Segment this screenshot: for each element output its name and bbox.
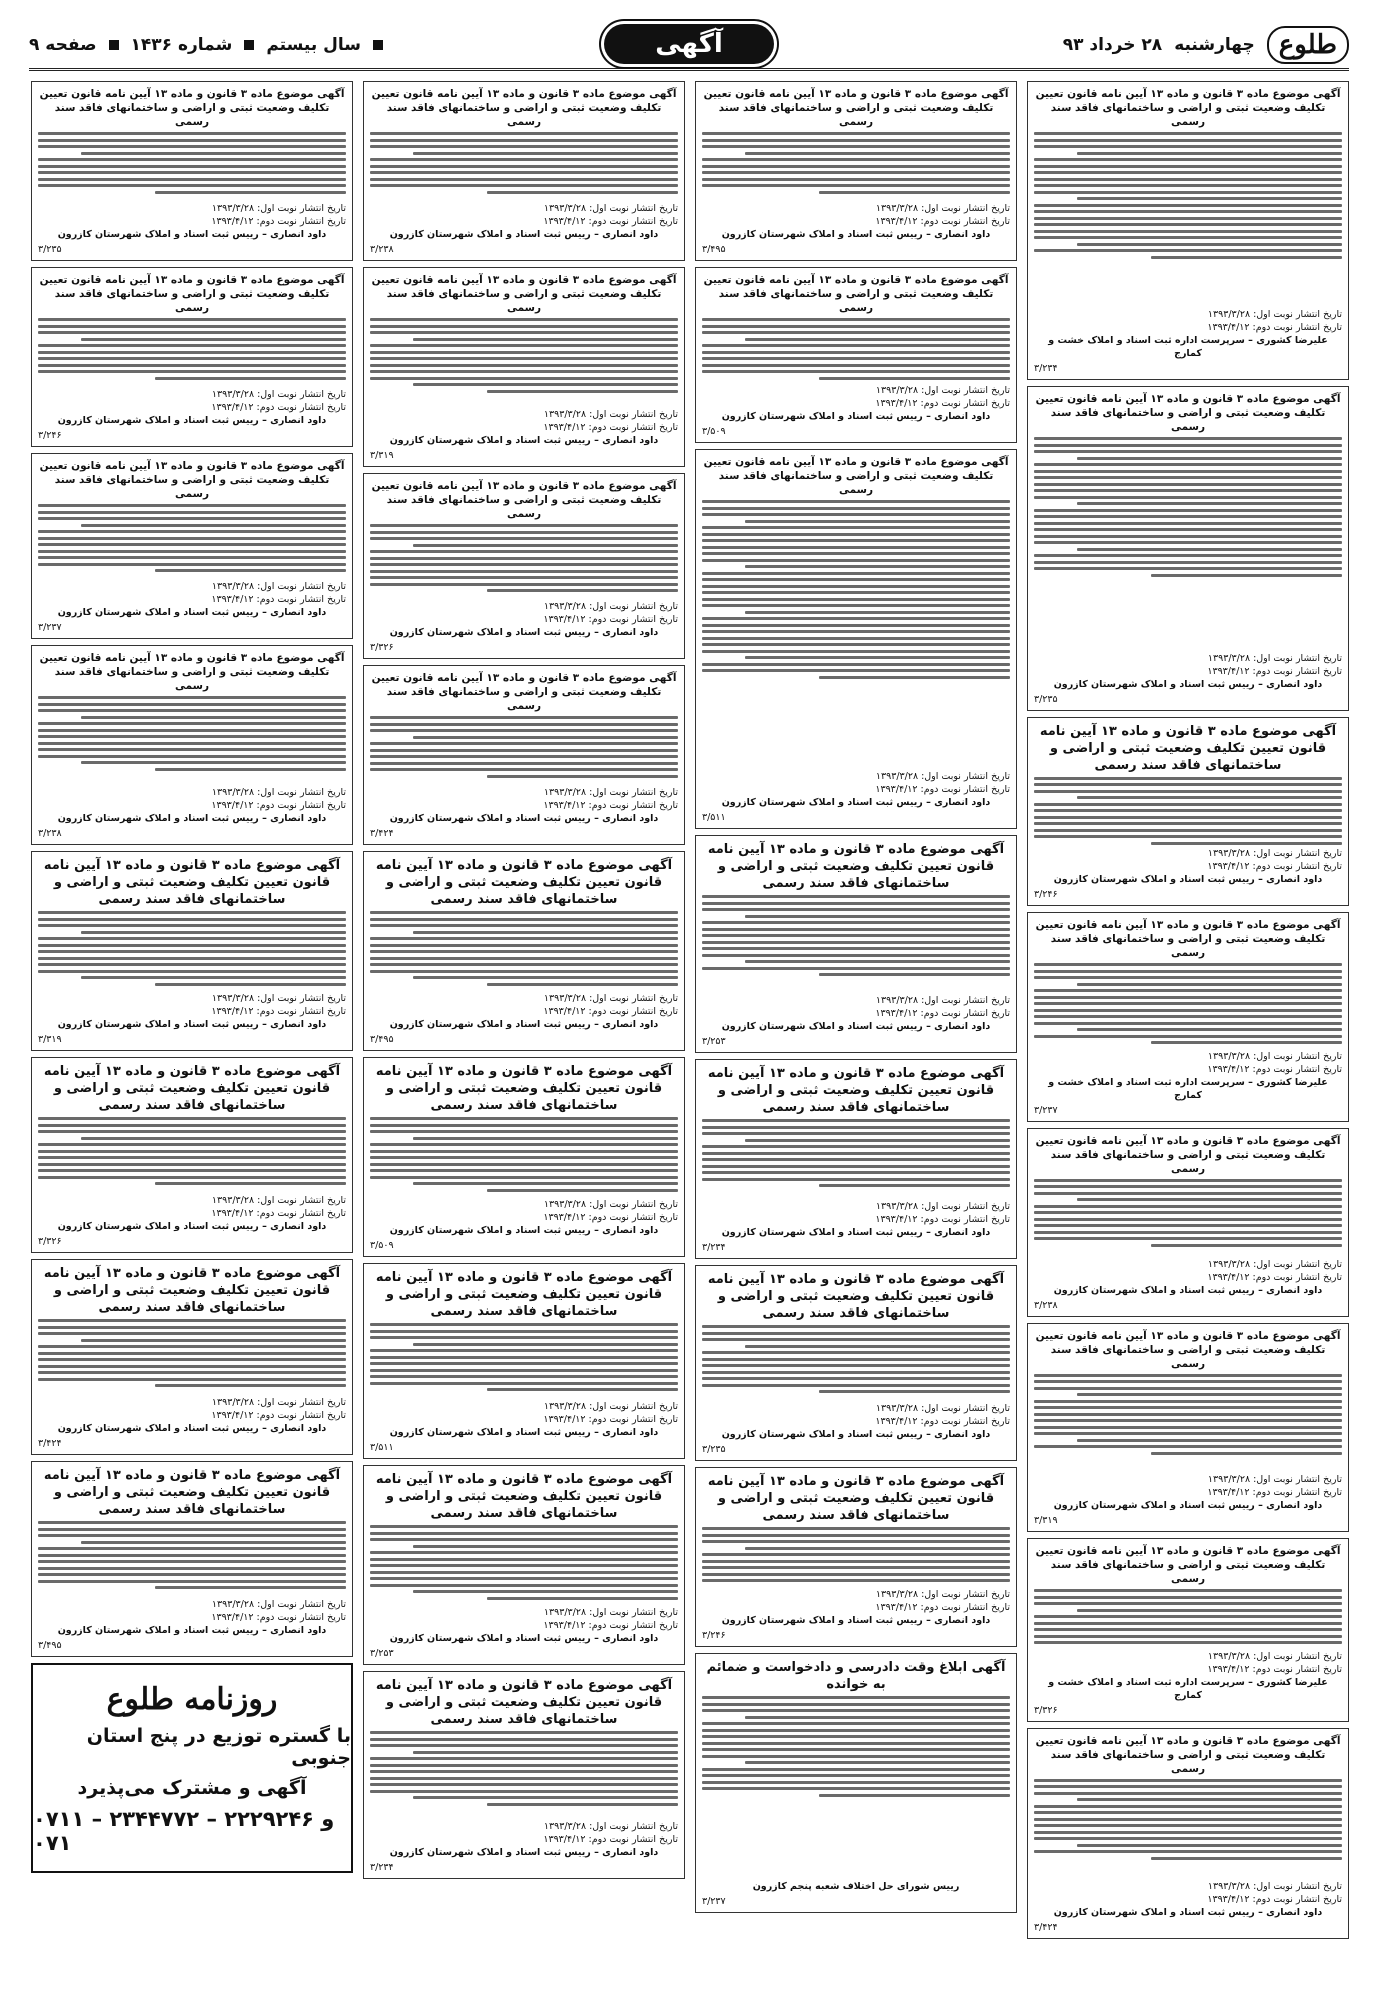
ad-first-date: تاریخ انتشار نوبت اول: ۱۳۹۳/۳/۲۸: [211, 1397, 346, 1408]
promo-line-1: با گستره توزیع در پنج استان جنوبی: [86, 1724, 351, 1769]
ad-title: آگهی موضوع ماده ۳ قانون و ماده ۱۳ آیین نامه قانون تعیین تکلیف وضعیت ثبتی و اراضی و ساختمانهای فاقد سند رسمی: [39, 88, 345, 128]
ad-body-text: [1034, 132, 1342, 306]
notice-box: [695, 1653, 1017, 1913]
ad-dates: [1034, 847, 1342, 873]
ad-title: آگهی موضوع ماده ۳ قانون و ماده ۱۳ آیین نامه قانون تعیین تکلیف وضعیت ثبتی و اراضی و ساختمانهای فاقد سند رسمی: [707, 1272, 1005, 1321]
ad-signature: داود انصاری – رییس ثبت اسناد و املاک شهرستان کازرون: [57, 415, 327, 426]
ad-dates: [38, 580, 346, 606]
ad-id: ۳/۴۹۵: [38, 1640, 62, 1651]
ad-id: ۳/۳۱۹: [370, 450, 394, 461]
ad-dates: [370, 1820, 678, 1846]
ad-title: آگهی موضوع ماده ۳ قانون و ماده ۱۳ آیین نامه قانون تعیین تکلیف وضعیت ثبتی و اراضی و ساختمانهای فاقد سند رسمی: [39, 652, 345, 692]
ad-second-date: تاریخ انتشار نوبت دوم: ۱۳۹۳/۴/۱۲: [1207, 1271, 1342, 1283]
ad-dates: [1034, 652, 1342, 678]
ad-second-date: تاریخ انتشار نوبت دوم: ۱۳۹۳/۴/۱۲: [543, 800, 678, 811]
ad-dates: [1034, 1473, 1342, 1499]
ad-dates: [38, 388, 346, 414]
ad-title: آگهی موضوع ماده ۳ قانون و ماده ۱۳ آیین نامه قانون تعیین تکلیف وضعیت ثبتی و اراضی و ساختمانهای فاقد سند رسمی: [375, 1270, 673, 1319]
ad-box: [1027, 717, 1349, 906]
ad-signature: داود انصاری – رییس ثبت اسناد و املاک شهرستان کازرون: [57, 1423, 327, 1434]
ad-body-text: [38, 911, 346, 990]
ad-second-date: تاریخ انتشار نوبت دوم: ۱۳۹۳/۴/۱۲: [875, 1008, 1010, 1019]
ad-first-date: تاریخ انتشار نوبت اول: ۱۳۹۳/۳/۲۸: [1207, 1258, 1342, 1270]
ad-id: ۳/۵۱۱: [702, 812, 726, 823]
ad-first-date: تاریخ انتشار نوبت اول: ۱۳۹۳/۳/۲۸: [875, 1589, 1010, 1600]
ad-box: [31, 1057, 353, 1253]
ad-columns: [29, 81, 1349, 1939]
ad-box: [363, 1465, 685, 1665]
ad-title: آگهی موضوع ماده ۳ قانون و ماده ۱۳ آیین نامه قانون تعیین تکلیف وضعیت ثبتی و اراضی و ساختمانهای فاقد سند رسمی: [39, 274, 345, 314]
ad-first-date: تاریخ انتشار نوبت اول: ۱۳۹۳/۳/۲۸: [211, 203, 346, 214]
ad-second-date: تاریخ انتشار نوبت دوم: ۱۳۹۳/۴/۱۲: [543, 1620, 678, 1631]
ad-body-text: [702, 1325, 1010, 1400]
ad-body-text: [1034, 1779, 1342, 1878]
ad-id: ۳/۴۲۴: [1034, 1921, 1058, 1933]
ad-second-date: تاریخ انتشار نوبت دوم: ۱۳۹۳/۴/۱۲: [1207, 861, 1342, 873]
ad-dates: [38, 1396, 346, 1422]
ad-first-date: تاریخ انتشار نوبت اول: ۱۳۹۳/۳/۲۸: [875, 1201, 1010, 1212]
ad-dates: [38, 1598, 346, 1624]
ad-box: [695, 1059, 1017, 1259]
ad-first-date: تاریخ انتشار نوبت اول: ۱۳۹۳/۳/۲۸: [543, 1821, 678, 1832]
masthead-right: [1063, 26, 1349, 64]
ad-signature: داود انصاری – رییس ثبت اسناد و املاک شهرستان کازرون: [721, 797, 991, 808]
ad-title: آگهی موضوع ماده ۳ قانون و ماده ۱۳ آیین نامه قانون تعیین تکلیف وضعیت ثبتی و اراضی و ساختمانهای فاقد سند رسمی: [371, 480, 677, 520]
ad-box: [695, 449, 1017, 829]
ad-id: ۳/۵۰۹: [702, 426, 726, 437]
ad-second-date: تاریخ انتشار نوبت دوم: ۱۳۹۳/۴/۱۲: [875, 216, 1010, 227]
ad-box: [31, 267, 353, 447]
ad-id: ۳/۲۳۷: [1034, 1104, 1058, 1116]
ad-body-text: [370, 1117, 678, 1196]
ad-dates: [38, 202, 346, 228]
ad-body-text: [370, 1731, 678, 1818]
ad-body-text: [702, 132, 1010, 200]
ad-body-text: [702, 1696, 1010, 1880]
ad-signature: داود انصاری – رییس ثبت اسناد و املاک شهرستان کازرون: [57, 1019, 327, 1030]
ad-title: آگهی موضوع ماده ۳ قانون و ماده ۱۳ آیین نامه قانون تعیین تکلیف وضعیت ثبتی و اراضی و ساختمانهای فاقد سند رسمی: [1035, 1329, 1341, 1370]
ad-body-text: [370, 1323, 678, 1398]
ad-id: ۳/۳۲۶: [1034, 1704, 1058, 1716]
ad-signature: داود انصاری – رییس ثبت اسناد و املاک شهرستان کازرون: [1053, 1906, 1323, 1918]
ad-first-date: تاریخ انتشار نوبت اول: ۱۳۹۳/۳/۲۸: [543, 1401, 678, 1412]
ad-title: آگهی موضوع ماده ۳ قانون و ماده ۱۳ آیین نامه قانون تعیین تکلیف وضعیت ثبتی و اراضی و ساختمانهای فاقد سند رسمی: [1035, 393, 1341, 433]
ad-body-text: [38, 1117, 346, 1192]
ad-title: آگهی موضوع ماده ۳ قانون و ماده ۱۳ آیین نامه قانون تعیین تکلیف وضعیت ثبتی و اراضی و ساختمانهای فاقد سند رسمی: [371, 672, 677, 712]
ad-dates: [370, 786, 678, 812]
ad-box: [363, 1263, 685, 1459]
ad-title: آگهی موضوع ماده ۳ قانون و ماده ۱۳ آیین نامه قانون تعیین تکلیف وضعیت ثبتی و اراضی و ساختمانهای فاقد سند رسمی: [703, 456, 1009, 496]
ad-second-date: تاریخ انتشار نوبت دوم: ۱۳۹۳/۴/۱۲: [875, 1416, 1010, 1427]
ad-second-date: تاریخ انتشار نوبت دوم: ۱۳۹۳/۴/۱۲: [543, 1414, 678, 1425]
ad-id: ۳/۳۲۶: [38, 1236, 62, 1247]
ad-body-text: [702, 895, 1010, 992]
ad-title: آگهی موضوع ماده ۳ قانون و ماده ۱۳ آیین نامه قانون تعیین تکلیف وضعیت ثبتی و اراضی و ساختمانهای فاقد سند رسمی: [43, 1266, 341, 1315]
square-bullet-icon: [109, 40, 119, 50]
ad-id: ۳/۲۴۶: [1034, 889, 1058, 901]
ad-first-date: تاریخ انتشار نوبت اول: ۱۳۹۳/۳/۲۸: [875, 995, 1010, 1006]
newspaper-page: [29, 22, 1349, 1942]
ad-first-date: تاریخ انتشار نوبت اول: ۱۳۹۳/۳/۲۸: [875, 203, 1010, 214]
ad-body-text: [38, 1521, 346, 1596]
ad-signature: داود انصاری – رییس ثبت اسناد و املاک شهرستان کازرون: [721, 411, 991, 422]
ad-id: ۳/۲۳۴: [1034, 363, 1058, 374]
square-bullet-icon: [373, 40, 383, 50]
ad-second-date: تاریخ انتشار نوبت دوم: ۱۳۹۳/۴/۱۲: [1207, 322, 1342, 333]
ad-signature: داود انصاری – رییس ثبت اسناد و املاک شهرستان کازرون: [1053, 678, 1323, 690]
ad-id: ۳/۲۴۶: [38, 430, 62, 441]
ad-first-date: تاریخ انتشار نوبت اول: ۱۳۹۳/۳/۲۸: [211, 581, 346, 592]
ad-signature: داود انصاری – رییس ثبت اسناد و املاک شهرستان کازرون: [389, 627, 659, 638]
ad-body-text: [38, 1319, 346, 1394]
ad-id: ۳/۲۳۵: [702, 1444, 726, 1455]
ad-dates: [38, 1194, 346, 1220]
ad-second-date: تاریخ انتشار نوبت دوم: ۱۳۹۳/۴/۱۲: [211, 216, 346, 227]
ad-box: [695, 81, 1017, 261]
ad-signature: داود انصاری – رییس ثبت اسناد و املاک شهرستان کازرون: [57, 1625, 327, 1636]
ad-title: آگهی موضوع ماده ۳ قانون و ماده ۱۳ آیین نامه قانون تعیین تکلیف وضعیت ثبتی و اراضی و ساختمانهای فاقد سند رسمی: [1035, 1134, 1341, 1175]
ad-body-text: [38, 696, 346, 784]
masthead-left: [29, 35, 383, 55]
ad-box: [695, 835, 1017, 1053]
ad-body-text: [702, 1119, 1010, 1198]
ad-id: ۳/۴۲۴: [38, 1438, 62, 1449]
ad-signature: داود انصاری – رییس ثبت اسناد و املاک شهرستان کازرون: [1053, 1284, 1323, 1296]
ad-dates: [370, 600, 678, 626]
ad-first-date: تاریخ انتشار نوبت اول: ۱۳۹۳/۳/۲۸: [875, 1403, 1010, 1414]
ad-second-date: تاریخ انتشار نوبت دوم: ۱۳۹۳/۴/۱۲: [875, 1602, 1010, 1613]
ad-second-date: تاریخ انتشار نوبت دوم: ۱۳۹۳/۴/۱۲: [211, 1612, 346, 1623]
ad-dates: [702, 1402, 1010, 1428]
ad-second-date: تاریخ انتشار نوبت دوم: ۱۳۹۳/۴/۱۲: [1207, 665, 1342, 677]
ad-signature: داود انصاری – رییس ثبت اسناد و املاک شهرستان کازرون: [389, 813, 659, 824]
ad-signature: داود انصاری – رییس ثبت اسناد و املاک شهرستان کازرون: [57, 607, 327, 618]
ad-signature: داود انصاری – رییس ثبت اسناد و املاک شهرستان کازرون: [721, 1615, 991, 1626]
ad-body-text: [1034, 1179, 1342, 1256]
ad-box: [1027, 386, 1349, 711]
ad-id: ۳/۲۳۵: [38, 244, 62, 255]
square-bullet-icon: [244, 40, 254, 50]
ad-dates: [370, 1606, 678, 1632]
ad-second-date: تاریخ انتشار نوبت دوم: ۱۳۹۳/۴/۱۲: [1207, 1487, 1342, 1499]
ad-signature: داود انصاری – رییس ثبت اسناد و املاک شهرستان کازرون: [57, 229, 327, 240]
ad-title: آگهی ابلاغ وقت دادرسی و دادخواست و ضمائم به خوانده: [706, 1660, 1006, 1692]
ad-body-text: [1034, 1374, 1342, 1471]
ad-second-date: تاریخ انتشار نوبت دوم: ۱۳۹۳/۴/۱۲: [543, 1006, 678, 1017]
ad-signature: داود انصاری – رییس ثبت اسناد و املاک شهرستان کازرون: [57, 813, 327, 824]
ad-signature: داود انصاری – رییس ثبت اسناد و املاک شهرستان کازرون: [721, 1021, 991, 1032]
ad-title: آگهی موضوع ماده ۳ قانون و ماده ۱۳ آیین نامه قانون تعیین تکلیف وضعیت ثبتی و اراضی و ساختمانهای فاقد سند رسمی: [1035, 1545, 1341, 1586]
ad-first-date: تاریخ انتشار نوبت اول: ۱۳۹۳/۳/۲۸: [211, 389, 346, 400]
section-banner: آگهی: [604, 24, 774, 64]
ad-signature: داود انصاری – رییس ثبت اسناد و املاک شهرستان کازرون: [389, 1633, 659, 1644]
ad-box: [695, 267, 1017, 443]
masthead: [29, 22, 1349, 71]
ad-body-text: [1034, 777, 1342, 845]
ad-title: آگهی موضوع ماده ۳ قانون و ماده ۱۳ آیین نامه قانون تعیین تکلیف وضعیت ثبتی و اراضی و ساختمانهای فاقد سند رسمی: [371, 274, 677, 314]
ad-id: ۳/۳۲۶: [370, 642, 394, 653]
ad-dates: [702, 202, 1010, 228]
ad-first-date: تاریخ انتشار نوبت اول: ۱۳۹۳/۳/۲۸: [543, 787, 678, 798]
ad-dates: [702, 770, 1010, 796]
ad-dates: [1034, 1880, 1342, 1906]
ad-second-date: تاریخ انتشار نوبت دوم: ۱۳۹۳/۴/۱۲: [1207, 1063, 1342, 1075]
publication-year: سال بیستم: [266, 35, 361, 55]
ad-body-text: [702, 500, 1010, 768]
ad-box: [695, 1467, 1017, 1647]
ad-dates: [702, 1200, 1010, 1226]
ad-second-date: تاریخ انتشار نوبت دوم: ۱۳۹۳/۴/۱۲: [543, 216, 678, 227]
ad-id: ۳/۲۳۵: [1034, 693, 1058, 705]
ad-signature: علیرضا کشوری – سرپرست اداره ثبت اسناد و املاک خشت و کمارج: [1048, 335, 1328, 359]
newspaper-promo: [31, 1663, 353, 1873]
ad-id: ۳/۲۳۴: [370, 1862, 394, 1873]
ad-first-date: تاریخ انتشار نوبت اول: ۱۳۹۳/۳/۲۸: [543, 203, 678, 214]
ad-title: آگهی موضوع ماده ۳ قانون و ماده ۱۳ آیین نامه قانون تعیین تکلیف وضعیت ثبتی و اراضی و ساختمانهای فاقد سند رسمی: [371, 88, 677, 128]
ad-first-date: تاریخ انتشار نوبت اول: ۱۳۹۳/۳/۲۸: [1207, 309, 1342, 320]
ad-first-date: تاریخ انتشار نوبت اول: ۱۳۹۳/۳/۲۸: [1207, 1880, 1342, 1892]
ad-id: ۳/۲۳۷: [38, 622, 62, 633]
ad-second-date: تاریخ انتشار نوبت دوم: ۱۳۹۳/۴/۱۲: [211, 1006, 346, 1017]
ad-signature: علیرضا کشوری – سرپرست اداره ثبت اسناد و املاک خشت و کمارج: [1048, 1076, 1328, 1101]
ad-dates: [1034, 1650, 1342, 1676]
ad-first-date: تاریخ انتشار نوبت اول: ۱۳۹۳/۳/۲۸: [211, 1195, 346, 1206]
ad-dates: [702, 1588, 1010, 1614]
ad-box: [363, 665, 685, 845]
ad-id: ۳/۲۳۸: [370, 244, 394, 255]
ad-body-text: [370, 318, 678, 406]
ad-first-date: تاریخ انتشار نوبت اول: ۱۳۹۳/۳/۲۸: [1207, 848, 1342, 860]
ad-box: [363, 473, 685, 659]
ad-first-date: تاریخ انتشار نوبت اول: ۱۳۹۳/۳/۲۸: [543, 409, 678, 420]
ad-dates: [370, 408, 678, 434]
ad-signature: داود انصاری – رییس ثبت اسناد و املاک شهرستان کازرون: [721, 1227, 991, 1238]
ad-first-date: تاریخ انتشار نوبت اول: ۱۳۹۳/۳/۲۸: [211, 787, 346, 798]
ad-id: ۳/۵۱۱: [370, 1442, 394, 1453]
ad-id: ۳/۲۳۸: [38, 828, 62, 839]
ad-box: [363, 851, 685, 1051]
ad-first-date: تاریخ انتشار نوبت اول: ۱۳۹۳/۳/۲۸: [543, 601, 678, 612]
ad-title: آگهی موضوع ماده ۳ قانون و ماده ۱۳ آیین نامه قانون تعیین تکلیف وضعیت ثبتی و اراضی و ساختمانهای فاقد سند رسمی: [707, 842, 1005, 891]
ad-second-date: تاریخ انتشار نوبت دوم: ۱۳۹۳/۴/۱۲: [543, 1212, 678, 1223]
ad-signature: داود انصاری – رییس ثبت اسناد و املاک شهرستان کازرون: [721, 1429, 991, 1440]
ad-box: [1027, 912, 1349, 1121]
ad-box: [1027, 1323, 1349, 1532]
ad-dates: [702, 384, 1010, 410]
ad-title: آگهی موضوع ماده ۳ قانون و ماده ۱۳ آیین نامه قانون تعیین تکلیف وضعیت ثبتی و اراضی و ساختمانهای فاقد سند رسمی: [1035, 919, 1341, 960]
ad-box: [31, 1461, 353, 1657]
ad-body-text: [370, 132, 678, 200]
ad-dates: [370, 1400, 678, 1426]
ad-signature: داود انصاری – رییس ثبت اسناد و املاک شهرستان کازرون: [389, 1847, 659, 1858]
ad-title: آگهی موضوع ماده ۳ قانون و ماده ۱۳ آیین نامه قانون تعیین تکلیف وضعیت ثبتی و اراضی و ساختمانهای فاقد سند رسمی: [703, 88, 1009, 128]
ad-dates: [1034, 1258, 1342, 1284]
ad-second-date: تاریخ انتشار نوبت دوم: ۱۳۹۳/۴/۱۲: [211, 800, 346, 811]
ad-box: [695, 1265, 1017, 1461]
ad-box: [31, 645, 353, 845]
ad-title: آگهی موضوع ماده ۳ قانون و ماده ۱۳ آیین نامه قانون تعیین تکلیف وضعیت ثبتی و اراضی و ساختمانهای فاقد سند رسمی: [375, 858, 673, 907]
ad-box: [31, 81, 353, 261]
ad-second-date: تاریخ انتشار نوبت دوم: ۱۳۹۳/۴/۱۲: [875, 784, 1010, 795]
ad-body-text: [1034, 437, 1342, 650]
ad-first-date: تاریخ انتشار نوبت اول: ۱۳۹۳/۳/۲۸: [543, 1199, 678, 1210]
ad-signature: علیرضا کشوری – سرپرست اداره ثبت اسناد و املاک خشت و کمارج: [1048, 1676, 1328, 1701]
ad-signature: داود انصاری – رییس ثبت اسناد و املاک شهرستان کازرون: [389, 1019, 659, 1030]
ad-title: آگهی موضوع ماده ۳ قانون و ماده ۱۳ آیین نامه قانون تعیین تکلیف وضعیت ثبتی و اراضی و ساختمانهای فاقد سند رسمی: [43, 1064, 341, 1113]
newspaper-logo: طلوع: [1267, 26, 1349, 64]
ad-id: ۳/۴۹۵: [702, 244, 726, 255]
ad-id: ۳/۲۴۶: [702, 1630, 726, 1641]
column-1: [1027, 81, 1349, 1939]
ad-first-date: تاریخ انتشار نوبت اول: ۱۳۹۳/۳/۲۸: [543, 993, 678, 1004]
ad-box: [363, 1671, 685, 1879]
ad-signature: داود انصاری – رییس ثبت اسناد و املاک شهرستان کازرون: [1053, 874, 1323, 886]
ad-title: آگهی موضوع ماده ۳ قانون و ماده ۱۳ آیین نامه قانون تعیین تکلیف وضعیت ثبتی و اراضی و ساختمانهای فاقد سند رسمی: [43, 858, 341, 907]
ad-dates: [38, 992, 346, 1018]
ad-dates: [38, 786, 346, 812]
issue-day: چهارشنبه: [1174, 35, 1255, 55]
ad-second-date: تاریخ انتشار نوبت دوم: ۱۳۹۳/۴/۱۲: [543, 422, 678, 433]
ad-title: آگهی موضوع ماده ۳ قانون و ماده ۱۳ آیین نامه قانون تعیین تکلیف وضعیت ثبتی و اراضی و ساختمانهای فاقد سند رسمی: [375, 1472, 673, 1521]
ad-signature: داود انصاری – رییس ثبت اسناد و املاک شهرستان کازرون: [389, 435, 659, 446]
page-number: صفحه ۹: [29, 35, 97, 55]
ad-id: ۳/۳۱۹: [38, 1034, 62, 1045]
ad-second-date: تاریخ انتشار نوبت دوم: ۱۳۹۳/۴/۱۲: [875, 398, 1010, 409]
promo-phone: ۰۷۱۱ – ۲۳۴۴۷۷۲ و ۲۲۲۹۲۴۶ – ۰۷۱: [33, 1806, 335, 1855]
ad-id: ۳/۵۰۹: [370, 1240, 394, 1251]
promo-line-2: آگهی و مشترک می‌پذیرد: [77, 1776, 307, 1799]
ad-body-text: [370, 911, 678, 990]
ad-signature: داود انصاری – رییس ثبت اسناد و املاک شهرستان کازرون: [389, 1427, 659, 1438]
ad-box: [363, 1057, 685, 1257]
ad-id: ۳/۲۳۴: [702, 1242, 726, 1253]
ad-second-date: تاریخ انتشار نوبت دوم: ۱۳۹۳/۴/۱۲: [1207, 1893, 1342, 1905]
ad-title: آگهی موضوع ماده ۳ قانون و ماده ۱۳ آیین نامه قانون تعیین تکلیف وضعیت ثبتی و اراضی و ساختمانهای فاقد سند رسمی: [703, 274, 1009, 314]
ad-signature: داود انصاری – رییس ثبت اسناد و املاک شهرستان کازرون: [1053, 1500, 1323, 1512]
ad-signature: داود انصاری – رییس ثبت اسناد و املاک شهرستان کازرون: [389, 229, 659, 240]
ad-title: آگهی موضوع ماده ۳ قانون و ماده ۱۳ آیین نامه قانون تعیین تکلیف وضعیت ثبتی و اراضی و ساختمانهای فاقد سند رسمی: [707, 1474, 1005, 1523]
ad-first-date: تاریخ انتشار نوبت اول: ۱۳۹۳/۳/۲۸: [1207, 652, 1342, 664]
ad-first-date: تاریخ انتشار نوبت اول: ۱۳۹۳/۳/۲۸: [1207, 1050, 1342, 1062]
ad-id: ۳/۲۳۷: [702, 1896, 726, 1907]
ad-box: [1027, 1538, 1349, 1721]
ad-second-date: تاریخ انتشار نوبت دوم: ۱۳۹۳/۴/۱۲: [211, 1410, 346, 1421]
ad-dates: [1034, 1050, 1342, 1076]
ad-title: آگهی موضوع ماده ۳ قانون و ماده ۱۳ آیین نامه قانون تعیین تکلیف وضعیت ثبتی و اراضی و ساختمانهای فاقد سند رسمی: [707, 1066, 1005, 1115]
ad-box: [1027, 1128, 1349, 1317]
ad-title: آگهی موضوع ماده ۳ قانون و ماده ۱۳ آیین نامه قانون تعیین تکلیف وضعیت ثبتی و اراضی و ساختمانهای فاقد سند رسمی: [43, 1468, 341, 1517]
column-4: [31, 81, 353, 1939]
ad-second-date: تاریخ انتشار نوبت دوم: ۱۳۹۳/۴/۱۲: [211, 594, 346, 605]
ad-title: آگهی موضوع ماده ۳ قانون و ماده ۱۳ آیین نامه قانون تعیین تکلیف وضعیت ثبتی و اراضی و ساختمانهای فاقد سند رسمی: [375, 1064, 673, 1113]
issue-date: ۲۸ خرداد ۹۳: [1062, 35, 1163, 55]
ad-second-date: تاریخ انتشار نوبت دوم: ۱۳۹۳/۴/۱۲: [875, 1214, 1010, 1225]
ad-body-text: [370, 716, 678, 784]
ad-box: [31, 453, 353, 639]
ad-box: [31, 851, 353, 1051]
ad-title: آگهی موضوع ماده ۳ قانون و ماده ۱۳ آیین نامه قانون تعیین تکلیف وضعیت ثبتی و اراضی و ساختمانهای فاقد سند رسمی: [375, 1678, 673, 1727]
ad-dates: [370, 1198, 678, 1224]
ad-id: ۳/۲۵۳: [370, 1648, 394, 1659]
ad-dates: [370, 202, 678, 228]
ad-title: آگهی موضوع ماده ۳ قانون و ماده ۱۳ آیین نامه قانون تعیین تکلیف وضعیت ثبتی و اراضی و ساختمانهای فاقد سند رسمی: [1039, 723, 1337, 773]
ad-body-text: [1034, 963, 1342, 1047]
ad-id: ۳/۳۱۹: [1034, 1515, 1058, 1527]
ad-body-text: [38, 132, 346, 200]
ad-body-text: [38, 504, 346, 578]
ad-second-date: تاریخ انتشار نوبت دوم: ۱۳۹۳/۴/۱۲: [211, 1208, 346, 1219]
ad-body-text: [702, 1527, 1010, 1586]
ad-first-date: تاریخ انتشار نوبت اول: ۱۳۹۳/۳/۲۸: [1207, 1650, 1342, 1662]
ad-title: آگهی موضوع ماده ۳ قانون و ماده ۱۳ آیین نامه قانون تعیین تکلیف وضعیت ثبتی و اراضی و ساختمانهای فاقد سند رسمی: [1035, 88, 1341, 128]
ad-signature: داود انصاری – رییس ثبت اسناد و املاک شهرستان کازرون: [721, 229, 991, 240]
column-3: [363, 81, 685, 1939]
ad-body-text: [702, 318, 1010, 382]
ad-first-date: تاریخ انتشار نوبت اول: ۱۳۹۳/۳/۲۸: [1207, 1474, 1342, 1486]
ad-first-date: تاریخ انتشار نوبت اول: ۱۳۹۳/۳/۲۸: [875, 771, 1010, 782]
ad-box: [1027, 81, 1349, 380]
ad-dates: [1034, 308, 1342, 334]
ad-id: ۳/۲۵۳: [702, 1036, 726, 1047]
ad-box: [363, 267, 685, 467]
ad-title: آگهی موضوع ماده ۳ قانون و ماده ۱۳ آیین نامه قانون تعیین تکلیف وضعیت ثبتی و اراضی و ساختمانهای فاقد سند رسمی: [1035, 1734, 1341, 1775]
ad-dates: [702, 994, 1010, 1020]
ad-id: ۳/۲۳۸: [1034, 1299, 1058, 1311]
ad-first-date: تاریخ انتشار نوبت اول: ۱۳۹۳/۳/۲۸: [875, 385, 1010, 396]
ad-first-date: تاریخ انتشار نوبت اول: ۱۳۹۳/۳/۲۸: [211, 993, 346, 1004]
promo-title: روزنامه طلوع: [106, 1681, 278, 1717]
ad-signature: رییس شورای حل اختلاف شعبه پنجم کازرون: [752, 1881, 960, 1892]
ad-body-text: [1034, 1589, 1342, 1647]
issue-number: شماره ۱۴۳۶: [130, 35, 233, 55]
ad-box: [1027, 1728, 1349, 1939]
ad-box: [363, 81, 685, 261]
ad-second-date: تاریخ انتشار نوبت دوم: ۱۳۹۳/۴/۱۲: [1207, 1663, 1342, 1675]
ad-second-date: تاریخ انتشار نوبت دوم: ۱۳۹۳/۴/۱۲: [543, 1834, 678, 1845]
ad-second-date: تاریخ انتشار نوبت دوم: ۱۳۹۳/۴/۱۲: [211, 402, 346, 413]
ad-title: آگهی موضوع ماده ۳ قانون و ماده ۱۳ آیین نامه قانون تعیین تکلیف وضعیت ثبتی و اراضی و ساختمانهای فاقد سند رسمی: [39, 460, 345, 500]
ad-second-date: تاریخ انتشار نوبت دوم: ۱۳۹۳/۴/۱۲: [543, 614, 678, 625]
ad-box: [31, 1259, 353, 1455]
ad-dates: [370, 992, 678, 1018]
ad-first-date: تاریخ انتشار نوبت اول: ۱۳۹۳/۳/۲۸: [543, 1607, 678, 1618]
ad-signature: داود انصاری – رییس ثبت اسناد و املاک شهرستان کازرون: [389, 1225, 659, 1236]
ad-signature: داود انصاری – رییس ثبت اسناد و املاک شهرستان کازرون: [57, 1221, 327, 1232]
ad-body-text: [370, 524, 678, 598]
ad-id: ۳/۴۲۴: [370, 828, 394, 839]
ad-body-text: [370, 1525, 678, 1604]
ad-id: ۳/۴۹۵: [370, 1034, 394, 1045]
ad-first-date: تاریخ انتشار نوبت اول: ۱۳۹۳/۳/۲۸: [211, 1599, 346, 1610]
ad-body-text: [38, 318, 346, 386]
column-2: [695, 81, 1017, 1939]
